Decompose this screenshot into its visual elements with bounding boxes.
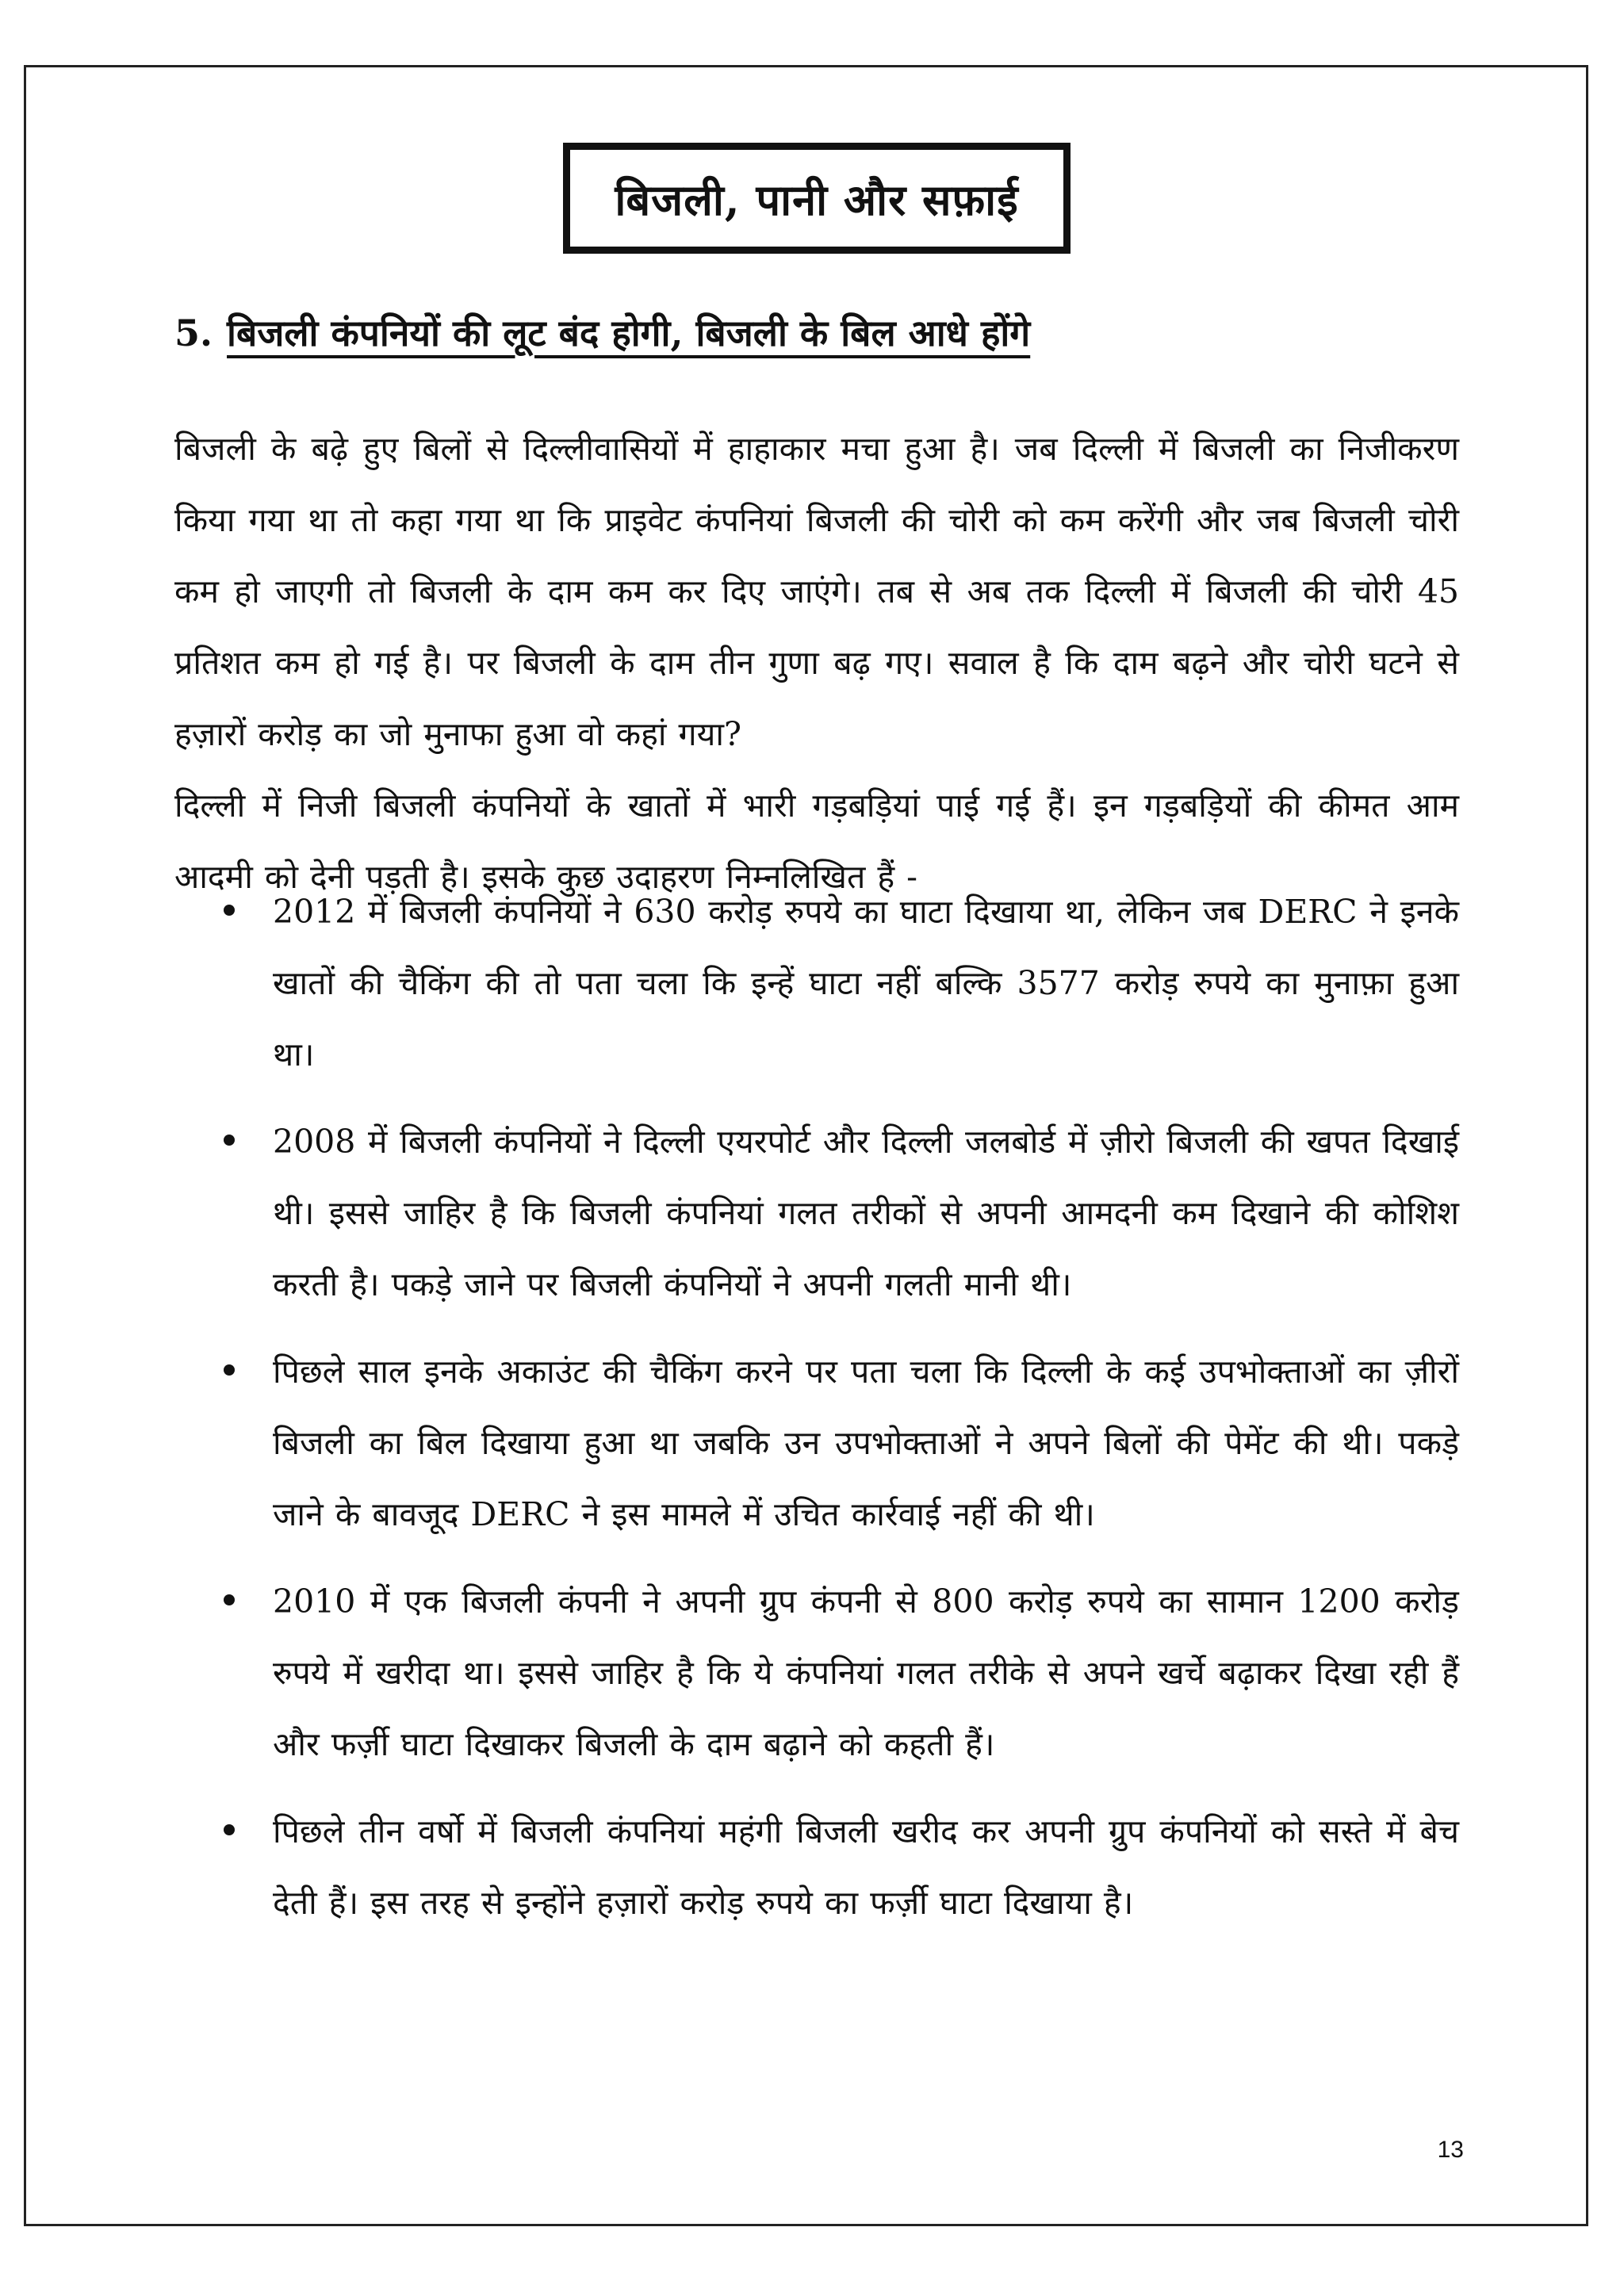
section-title: बिजली, पानी और सफ़ाई bbox=[615, 174, 1019, 225]
list-item bbox=[174, 1106, 1459, 1320]
accounts-paragraph: दिल्ली में निजी बिजली कंपनियों के खातों में भारी गड़बड़ियां पाई गई हैं। इन गड़बड़ियों की कीमत आम आदमी को देनी पड़ती है। इसके कुछ उदाहरण निम्नलिखित हैं - bbox=[174, 786, 1459, 896]
bullet-icon bbox=[224, 905, 235, 916]
examples-list bbox=[174, 876, 1459, 1954]
intro-paragraph: बिजली के बढ़े हुए बिलों से दिल्लीवासियों में हाहाकार मचा हुआ है। जब दिल्ली में बिजली का निजीकरण किया गया था तो कहा गया था कि प्राइवेट कंपनियां बिजली की चोरी को कम करेंगी और जब बिजली चोरी कम हो जाएगी तो बिजली के दाम कम कर दिए जाएंगे। तब से अब तक दिल्ली में बिजली की चोरी 45 प्रतिशत कम हो गई है। पर बिजली के दाम तीन गुणा बढ़ गए। सवाल है कि दाम बढ़ने और चोरी घटने से हज़ारों करोड़ का जो मुनाफा हुआ वो कहां गया? bbox=[174, 430, 1459, 753]
section-title-box bbox=[563, 143, 1071, 254]
list-item bbox=[174, 876, 1459, 1090]
list-item bbox=[174, 1336, 1459, 1550]
bullet-icon bbox=[224, 1824, 235, 1835]
list-item-text: 2010 में एक बिजली कंपनी ने अपनी ग्रुप कंपनी से 800 करोड़ रुपये का सामान 1200 करोड़ रुपये में खरीदा था। इससे जाहिर है कि ये कंपनियां गलत तरीके से अपने खर्चे बढ़ाकर दिखा रही हैं और फर्ज़ी घाटा दिखाकर बिजली के दाम बढ़ाने को कहती हैं। bbox=[273, 1582, 1459, 1763]
bullet-icon bbox=[224, 1594, 235, 1605]
list-item bbox=[174, 1796, 1459, 1938]
list-item-text: 2008 में बिजली कंपनियों ने दिल्ली एयरपोर्ट और दिल्ली जलबोर्ड में ज़ीरो बिजली की खपत दिखाई थी। इससे जाहिर है कि बिजली कंपनियां गलत तरीकों से अपनी आमदनी कम दिखाने की कोशिश करती है। पकड़े जाने पर बिजली कंपनियों ने अपनी गलती मानी थी। bbox=[273, 1123, 1459, 1303]
heading-title: बिजली कंपनियों की लूट बंद होगी, बिजली के बिल आधे होंगे bbox=[227, 312, 1031, 354]
list-item-text: 2012 में बिजली कंपनियों ने 630 करोड़ रुपये का घाटा दिखाया था, लेकिन जब DERC ने इनके खातों की चैकिंग की तो पता चला कि इन्हें घाटा नहीं बल्कि 3577 करोड़ रुपये का मुनाफ़ा हुआ था। bbox=[273, 893, 1459, 1073]
bullet-icon bbox=[224, 1364, 235, 1376]
heading-number: 5. bbox=[174, 312, 213, 354]
bullet-icon bbox=[224, 1135, 235, 1146]
list-item bbox=[174, 1566, 1459, 1780]
list-item-text: पिछले साल इनके अकाउंट की चैकिंग करने पर पता चला कि दिल्ली के कई उपभोक्ताओं का ज़ीरों बिजली का बिल दिखाया हुआ था जबकि उन उपभोक्ताओं ने अपने बिलों की पेमेंट की थी। पकड़े जाने के बावजूद DERC ने इस मामले में उचित कार्रवाई नहीं की थी। bbox=[273, 1353, 1459, 1533]
section-heading bbox=[174, 301, 1459, 365]
list-item-text: पिछले तीन वर्षो में बिजली कंपनियां महंगी बिजली खरीद कर अपनी ग्रुप कंपनियों को सस्ते में बेच देती हैं। इस तरह से इन्होंने हज़ारों करोड़ रुपये का फर्ज़ी घाटा दिखाया है। bbox=[273, 1812, 1459, 1922]
page-number: 13 bbox=[1437, 2137, 1464, 2163]
